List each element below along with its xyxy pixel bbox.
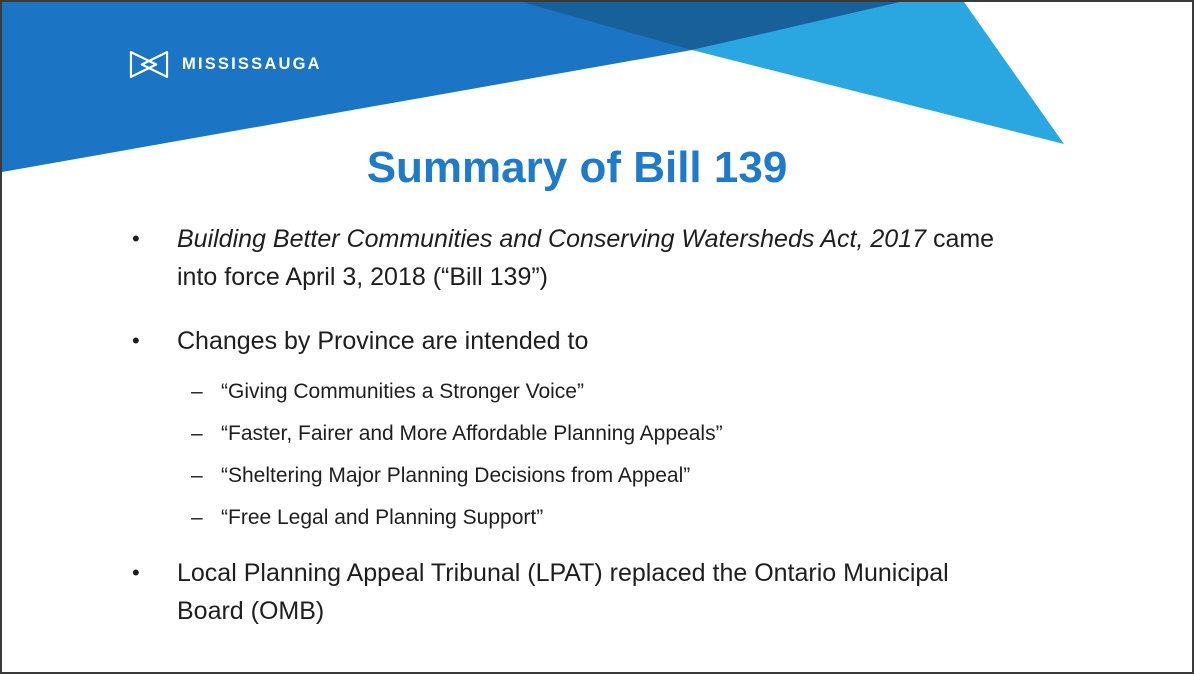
sub-bullet-sheltering [191,455,1112,497]
sub-bullet-text: “Free Legal and Planning Support” [221,506,544,529]
sub-bullet-appeals [191,413,1112,455]
sub-bullet-text: “Giving Communities a Stronger Voice” [221,380,584,403]
dash-marker: – [191,422,203,445]
dash-marker: – [191,506,203,529]
bullet-text-line1: Local Planning Appeal Tribunal (LPAT) replaced the Ontario Municipal [177,559,949,587]
act-name-italic: Building Better Communities and Conserving Watersheds Act, 2017 [177,225,926,253]
mississauga-m-icon [128,48,170,81]
bullet-marker: • [132,226,140,251]
page-title: Summary of Bill 139 [366,143,788,192]
mississauga-logo [128,48,322,81]
bullet-text: Changes by Province are intended to [177,327,589,355]
dash-marker: – [191,464,203,487]
sub-bullet-list [132,371,1112,539]
bullet-item-bill139 [132,220,1112,296]
bullet-text-line2: Board (OMB) [177,597,325,625]
sub-bullet-support [191,497,1112,539]
bullet-item-changes [132,322,1112,360]
bullet-item-lpat [132,554,1112,630]
sub-bullet-text: “Sheltering Major Planning Decisions from Appeal” [221,464,691,487]
bullet-marker: • [132,560,140,585]
sub-bullet-text: “Faster, Fairer and More Affordable Planning Appeals” [221,422,723,445]
dash-marker: – [191,380,203,403]
bullet-text-regular: came [926,225,995,253]
logo-wordmark: MISSISSAUGA [182,55,322,73]
bullet-text [177,220,1112,296]
bullet-marker: • [132,328,140,353]
sub-bullet-voice [191,371,1112,413]
bullet-text-line2: into force April 3, 2018 (“Bill 139”) [177,263,549,291]
slide-body [132,220,1112,630]
bullet-text [177,554,1112,630]
